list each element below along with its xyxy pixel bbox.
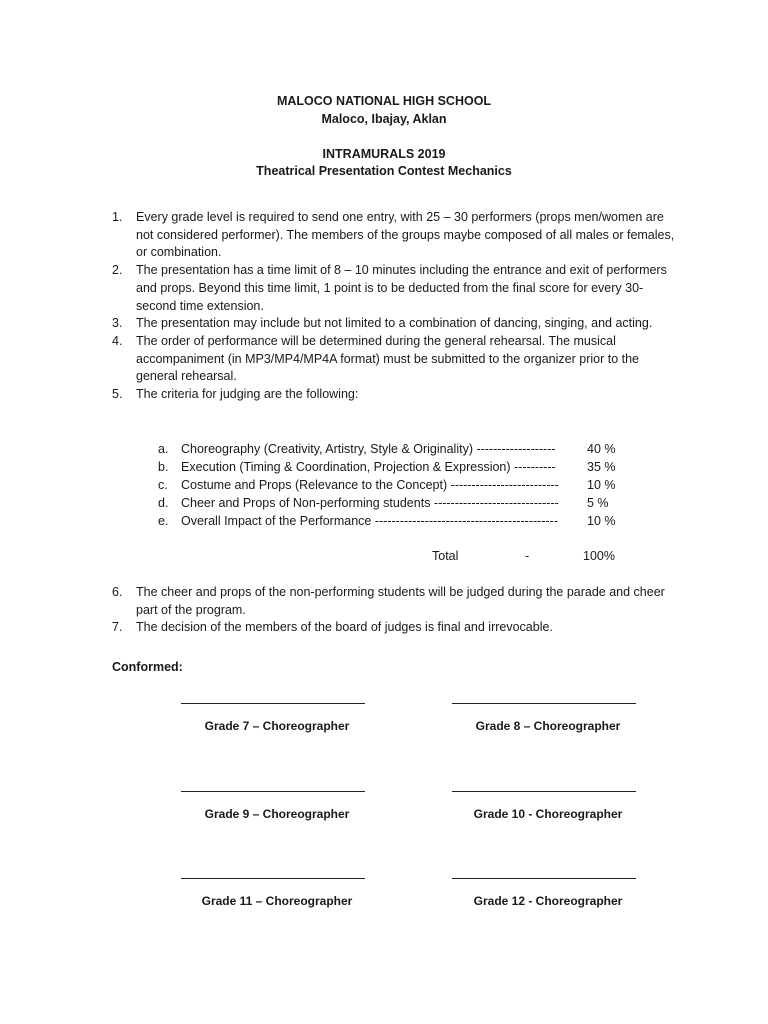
- document-subtitle: Theatrical Presentation Contest Mechanics: [256, 164, 512, 178]
- signature-label: Grade 8 – Choreographer: [475, 719, 621, 733]
- criteria-value: 35 %: [587, 460, 616, 474]
- rules-list-top: [112, 209, 682, 404]
- rule-item: [112, 209, 682, 262]
- criteria-text: Cheer and Props of Non-performing students ------------------------------: [181, 496, 559, 510]
- rule-text: The presentation may include but not limited to a combination of dancing, singing, and acting.: [136, 316, 653, 331]
- signature-line: [181, 703, 365, 704]
- criteria-text: Choreography (Creativity, Artistry, Style & Originality) -------------------: [181, 442, 556, 456]
- criteria-letter: a.: [158, 442, 169, 456]
- signature-label: Grade 7 – Choreographer: [204, 719, 350, 733]
- signature-label: Grade 11 – Choreographer: [201, 894, 353, 908]
- rule-number: 1.: [112, 210, 123, 224]
- total-label: Total: [432, 549, 459, 563]
- criteria-value: 10 %: [587, 514, 616, 528]
- signature-label: Grade 10 - Choreographer: [473, 807, 623, 821]
- rule-text: The decision of the members of the board of judges is final and irrevocable.: [136, 620, 553, 635]
- rule-item: [112, 333, 682, 386]
- school-location: Maloco, Ibajay, Aklan: [321, 112, 447, 126]
- criteria-letter: d.: [158, 496, 169, 510]
- criteria-letter: e.: [158, 514, 169, 528]
- criteria-value: 5 %: [587, 496, 609, 510]
- total-dash: -: [525, 549, 530, 563]
- criteria-value: 10 %: [587, 478, 616, 492]
- criteria-letter: b.: [158, 460, 169, 474]
- rule-number: 7.: [112, 620, 123, 635]
- total-value: 100%: [583, 549, 615, 563]
- rule-text: The order of performance will be determined during the general rehearsal. The musical accompaniment (in MP3/MP4/MP4A format) must be submitted to the organizer prior to the general rehearsal.: [136, 333, 639, 384]
- signature-line: [181, 791, 365, 792]
- rules-list-bottom: [112, 584, 682, 637]
- school-name: MALOCO NATIONAL HIGH SCHOOL: [276, 94, 492, 108]
- criteria-text: Execution (Timing & Coordination, Projection & Expression) ----------: [181, 460, 556, 474]
- signature-line: [452, 703, 636, 704]
- signature-label: Grade 12 - Choreographer: [473, 894, 623, 908]
- rule-number: 5.: [112, 387, 123, 402]
- signature-line: [452, 878, 636, 879]
- rule-number: 4.: [112, 333, 123, 348]
- event-title: INTRAMURALS 2019: [322, 147, 446, 161]
- criteria-value: 40 %: [587, 442, 616, 456]
- criteria-letter: c.: [158, 478, 168, 492]
- conformed-label: Conformed:: [112, 660, 183, 674]
- rule-text: Every grade level is required to send one entry, with 25 – 30 performers (props men/women are not considered performer). The members of the groups maybe composed of all males or females, or combination.: [136, 210, 675, 260]
- rule-item: [112, 315, 682, 333]
- rule-number: 2.: [112, 263, 123, 278]
- rule-item: [112, 584, 682, 619]
- criteria-text: Costume and Props (Relevance to the Concept) --------------------------: [181, 478, 559, 492]
- signature-line: [452, 791, 636, 792]
- rule-text: The presentation has a time limit of 8 – 10 minutes including the entrance and exit of performers and props. Beyond this time limit, 1 point is to be deducted from the final score for every 30-second time extension.: [136, 263, 667, 313]
- criteria-text: Overall Impact of the Performance --------------------------------------------: [181, 514, 558, 528]
- rule-number: 6.: [112, 585, 123, 599]
- signature-line: [181, 878, 365, 879]
- rule-item: [112, 386, 682, 404]
- rule-text: The cheer and props of the non-performing students will be judged during the parade and cheer part of the program.: [136, 585, 665, 617]
- rule-text: The criteria for judging are the following:: [136, 387, 359, 402]
- rule-item: [112, 262, 682, 315]
- rule-item: [112, 619, 682, 637]
- rule-number: 3.: [112, 316, 123, 331]
- signature-label: Grade 9 – Choreographer: [204, 807, 350, 821]
